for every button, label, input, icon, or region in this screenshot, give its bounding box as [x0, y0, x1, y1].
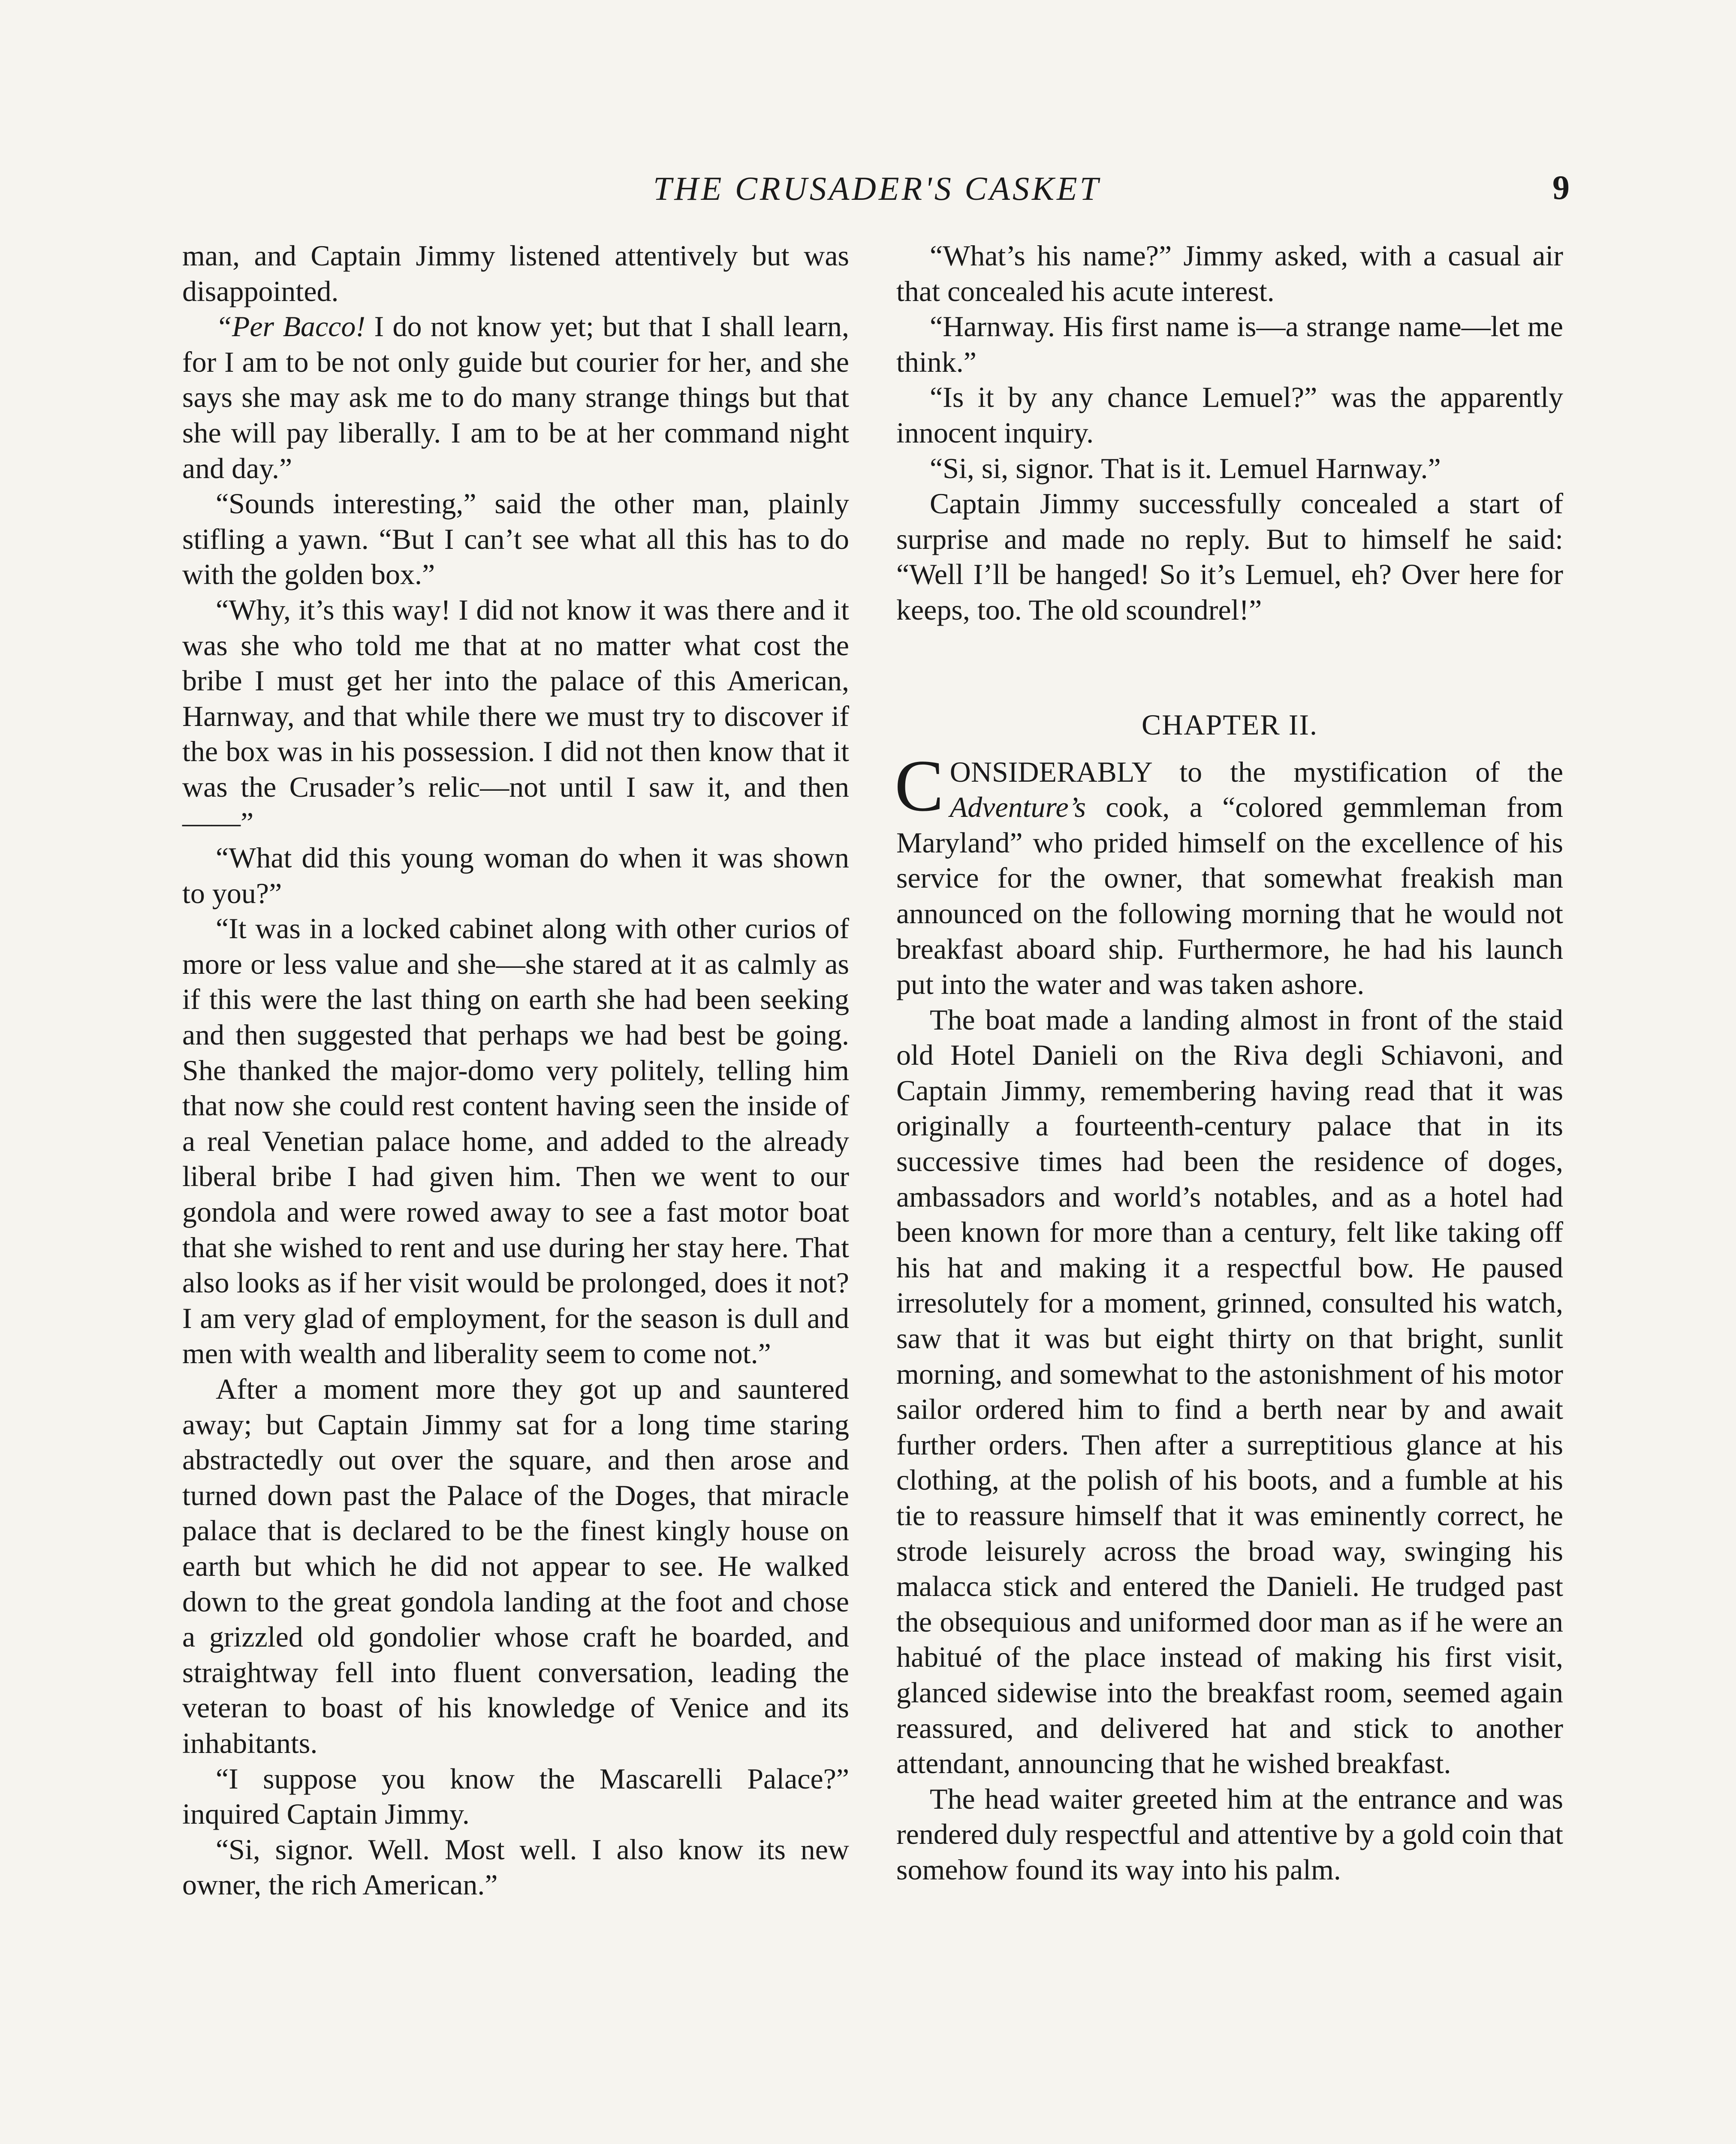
italic-phrase: “Per Bacco!	[216, 310, 365, 343]
paragraph: The boat made a landing almost in front of the staid old Hotel Danieli on the Riva degli Schiavoni, and Captain Jimmy, remembering having read that it was originally a fourteenth-century palace that in its successive times had been the residence of doges, ambassadors and world’s notables, and as a hotel had been known for more than a century, felt like taking off his hat and making it a respectful bow. He paused irresolutely for a moment, grinned, consulted his watch, saw that it was but eight thirty on that bright, sunlit morning, and somewhat to the astonishment of his motor sailor ordered him to find a berth near by and await further orders. Then after a surreptitious glance at his clothing, at the polish of his boots, and a fumble at his tie to reassure himself that it was eminently correct, he strode leisurely across the broad way, swinging his malacca stick and entered the Danieli. He trudged past the obsequious and uniformed door man as if he were an habitué of the place instead of making his first visit, glanced sidewise into the breakfast room, seemed again reassured, and delivered hat and stick to another attendant, announcing that he wished breakfast.	[896, 1003, 1563, 1780]
right-column	[896, 238, 1563, 1888]
paragraph: After a moment more they got up and sauntered away; but Captain Jimmy sat for a long time staring abstractedly out over the square, and then arose and turned down past the Palace of the Doges, that miracle palace that is declared to be the finest kingly house on earth but which he did not appear to see. He walked down to the great gondola landing at the foot and chose a grizzled old gondolier whose craft he boarded, and straightway fell into fluent conversation, leading the veteran to boast of his knowledge of Venice and its inhabitants.	[182, 1373, 849, 1759]
paragraph: “Si, signor. Well. Most well. I also know its new owner, the rich American.”	[182, 1833, 849, 1901]
paragraph: “Sounds interesting,” said the other man, plainly stifling a yawn. “But I can’t see what all this has to do with the golden box.”	[182, 487, 849, 591]
paragraph: “Si, si, signor. That is it. Lemuel Harnway.”	[930, 452, 1441, 485]
small-caps-lead: ONSIDERABLY	[949, 755, 1152, 788]
drop-cap: C	[895, 745, 944, 827]
paragraph-text: cook, a “colored gemmleman from Maryland” who prided himself on the excellence of his service for the owner, that somewhat freakish man announced on the following morning that he would not breakfast aboard ship. Furthermore, he had his launch put into the water and was taken ashore.	[896, 791, 1563, 1001]
paragraph: “Harnway. His first name is—a strange name—let me think.”	[896, 310, 1563, 378]
paragraph-text: I do not know yet; but that I shall learn, for I am to be not only guide but courier for her, and she says she may ask me to do many strange things but that she will pay liberally. I am to be at her command night and day.”	[182, 310, 849, 485]
running-title: THE CRUSADER'S CASKET	[653, 170, 1101, 207]
paragraph: “Is it by any chance Lemuel?” was the apparently innocent inquiry.	[896, 381, 1563, 449]
italic-phrase: Adventure’s	[949, 791, 1086, 824]
page-number: 9	[1552, 169, 1570, 207]
paragraph: Captain Jimmy successfully concealed a start of surprise and made no reply. But to himself he said: “Well I’ll be hanged! So it’s Lemuel, eh? Over here for keeps, too. The old scoundrel!”	[896, 487, 1563, 626]
paragraph: “I suppose you know the Mascarelli Palace?” inquired Captain Jimmy.	[182, 1762, 849, 1831]
paragraph: “Why, it’s this way! I did not know it was there and it was she who told me that at no matter what cost the bribe I must get her into the palace of this American, Harnway, and that while there we must try to discover if the box was in his possession. I did not then know that it was the Crusader’s relic—not until I saw it, and then——”	[182, 593, 849, 839]
paragraph	[182, 309, 849, 486]
paragraph: “What did this young woman do when it was shown to you?”	[182, 841, 849, 909]
chapter-heading: CHAPTER II.	[1141, 708, 1318, 741]
paragraph-text: to the mystification of the	[1151, 755, 1563, 788]
left-column	[182, 238, 849, 1903]
paragraph: The head waiter greeted him at the entrance and was rendered duly respectful and attentive by a gold coin that somehow found its way into his palm.	[896, 1782, 1563, 1886]
paragraph: “What’s his name?” Jimmy asked, with a casual air that concealed his acute interest.	[896, 239, 1563, 307]
paragraph: man, and Captain Jimmy listened attentively but was disappointed.	[182, 239, 849, 307]
paragraph: “It was in a locked cabinet along with other curios of more or less value and she—she stared at it as calmly as if this were the last thing on earth she had been seeking and then suggested that perhaps we had best be going. She thanked the major-domo very politely, telling him that now she could rest content having seen the inside of a real Venetian palace home, and added to the already liberal bribe I had given him. Then we went to our gondola and were rowed away to see a fast motor boat that she wished to rent and use during her stay here. That also looks as if her visit would be prolonged, does it not? I am very glad of employment, for the season is dull and men with wealth and liberality seem to come not.”	[182, 912, 849, 1370]
paragraph	[895, 745, 1563, 1002]
